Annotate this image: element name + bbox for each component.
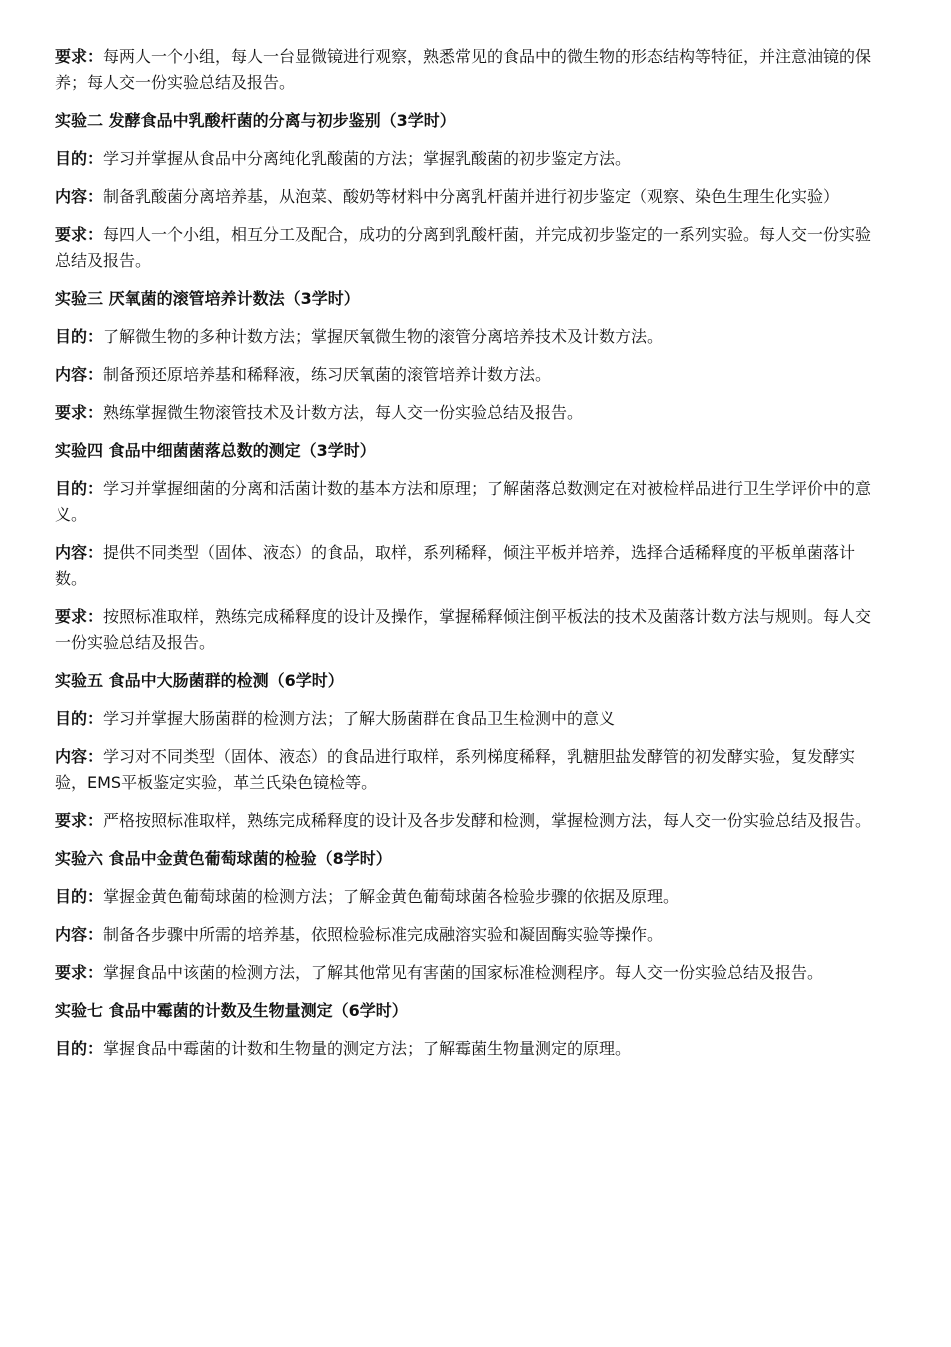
- paragraph: [55, 960, 885, 986]
- paragraph-text: 掌握食品中霉菌的计数和生物量的测定方法；了解霉菌生物量测定的原理。: [103, 1039, 632, 1058]
- paragraph-label: 要求: [55, 963, 88, 982]
- label-separator: ：: [87, 811, 104, 830]
- label-separator: ：: [87, 365, 104, 384]
- paragraph-label: 内容: [55, 365, 88, 384]
- label-separator: ：: [87, 607, 104, 626]
- document-body: [55, 44, 885, 1062]
- experiment-heading: 实验七 食品中霉菌的计数及生物量测定（6学时）: [55, 1001, 408, 1020]
- paragraph-text: 制备预还原培养基和稀释液，练习厌氧菌的滚管培养计数方法。: [103, 365, 552, 384]
- paragraph-text: 学习并掌握从食品中分离纯化乳酸菌的方法；掌握乳酸菌的初步鉴定方法。: [103, 149, 632, 168]
- paragraph-label: 目的: [55, 887, 88, 906]
- paragraph-label: 要求: [55, 225, 88, 244]
- label-separator: ：: [87, 543, 104, 562]
- paragraph-label: 目的: [55, 709, 88, 728]
- label-separator: ：: [87, 225, 104, 244]
- paragraph: [55, 324, 885, 350]
- paragraph: [55, 604, 885, 656]
- paragraph-text: 提供不同类型（固体、液态）的食品，取样，系列稀释，倾注平板并培养，选择合适稀释度的平板单菌落计数。: [55, 543, 856, 588]
- label-separator: ：: [87, 747, 104, 766]
- paragraph-text: 按照标准取样，熟练完成稀释度的设计及操作，掌握稀释倾注倒平板法的技术及菌落计数方法与规则。每人交一份实验总结及报告。: [55, 607, 872, 652]
- label-separator: ：: [87, 709, 104, 728]
- paragraph: [55, 362, 885, 388]
- paragraph-label: 要求: [55, 607, 88, 626]
- experiment-heading: 实验六 食品中金黄色葡萄球菌的检验（8学时）: [55, 849, 392, 868]
- experiment-heading: 实验二 发酵食品中乳酸杆菌的分离与初步鉴别（3学时）: [55, 111, 456, 130]
- paragraph-label: 内容: [55, 187, 88, 206]
- paragraph-label: 要求: [55, 811, 88, 830]
- label-separator: ：: [87, 963, 104, 982]
- label-separator: ：: [87, 479, 104, 498]
- paragraph: [55, 400, 885, 426]
- label-separator: ：: [87, 187, 104, 206]
- experiment-heading: 实验四 食品中细菌菌落总数的测定（3学时）: [55, 441, 376, 460]
- paragraph: [55, 222, 885, 274]
- label-separator: ：: [87, 1039, 104, 1058]
- label-separator: ：: [87, 149, 104, 168]
- paragraph-label: 要求: [55, 403, 88, 422]
- experiment-heading: 实验五 食品中大肠菌群的检测（6学时）: [55, 671, 344, 690]
- paragraph-label: 目的: [55, 149, 88, 168]
- paragraph-label: 内容: [55, 925, 88, 944]
- label-separator: ：: [87, 47, 104, 66]
- paragraph: [55, 184, 885, 210]
- paragraph-text: 掌握金黄色葡萄球菌的检测方法；了解金黄色葡萄球菌各检验步骤的依据及原理。: [103, 887, 680, 906]
- paragraph-text: 了解微生物的多种计数方法；掌握厌氧微生物的滚管分离培养技术及计数方法。: [103, 327, 664, 346]
- paragraph: [55, 146, 885, 172]
- label-separator: ：: [87, 887, 104, 906]
- paragraph-text: 学习并掌握细菌的分离和活菌计数的基本方法和原理；了解菌落总数测定在对被检样品进行卫生学评价中的意义。: [55, 479, 872, 524]
- label-separator: ：: [87, 327, 104, 346]
- experiment-heading: 实验三 厌氧菌的滚管培养计数法（3学时）: [55, 289, 360, 308]
- paragraph-text: 每四人一个小组，相互分工及配合，成功的分离到乳酸杆菌，并完成初步鉴定的一系列实验。每人交一份实验总结及报告。: [55, 225, 872, 270]
- paragraph-text: 熟练掌握微生物滚管技术及计数方法，每人交一份实验总结及报告。: [103, 403, 584, 422]
- paragraph-text: 学习对不同类型（固体、液态）的食品进行取样，系列梯度稀释，乳糖胆盐发酵管的初发酵实验，复发酵实验，EMS平板鉴定实验，革兰氏染色镜检等。: [55, 747, 856, 792]
- paragraph-label: 内容: [55, 543, 88, 562]
- paragraph: [55, 744, 885, 796]
- label-separator: ：: [87, 403, 104, 422]
- paragraph: [55, 884, 885, 910]
- paragraph-label: 目的: [55, 479, 88, 498]
- paragraph: [55, 540, 885, 592]
- paragraph: [55, 44, 885, 96]
- paragraph: [55, 476, 885, 528]
- label-separator: ：: [87, 925, 104, 944]
- paragraph-text: 掌握食品中该菌的检测方法，了解其他常见有害菌的国家标准检测程序。每人交一份实验总结及报告。: [103, 963, 824, 982]
- paragraph-label: 要求: [55, 47, 88, 66]
- paragraph-text: 严格按照标准取样，熟练完成稀释度的设计及各步发酵和检测，掌握检测方法，每人交一份实验总结及报告。: [103, 811, 872, 830]
- paragraph-text: 每两人一个小组，每人一台显微镜进行观察，熟悉常见的食品中的微生物的形态结构等特征，并注意油镜的保养；每人交一份实验总结及报告。: [55, 47, 872, 92]
- paragraph-label: 目的: [55, 1039, 88, 1058]
- paragraph: [55, 808, 885, 834]
- paragraph: [55, 706, 885, 732]
- paragraph-text: 学习并掌握大肠菌群的检测方法；了解大肠菌群在食品卫生检测中的意义: [103, 709, 616, 728]
- paragraph-label: 目的: [55, 327, 88, 346]
- paragraph-text: 制备乳酸菌分离培养基，从泡菜、酸奶等材料中分离乳杆菌并进行初步鉴定（观察、染色生理生化实验）: [103, 187, 840, 206]
- paragraph: [55, 922, 885, 948]
- paragraph-text: 制备各步骤中所需的培养基，依照检验标准完成融溶实验和凝固酶实验等操作。: [103, 925, 664, 944]
- paragraph: [55, 1036, 885, 1062]
- paragraph-label: 内容: [55, 747, 88, 766]
